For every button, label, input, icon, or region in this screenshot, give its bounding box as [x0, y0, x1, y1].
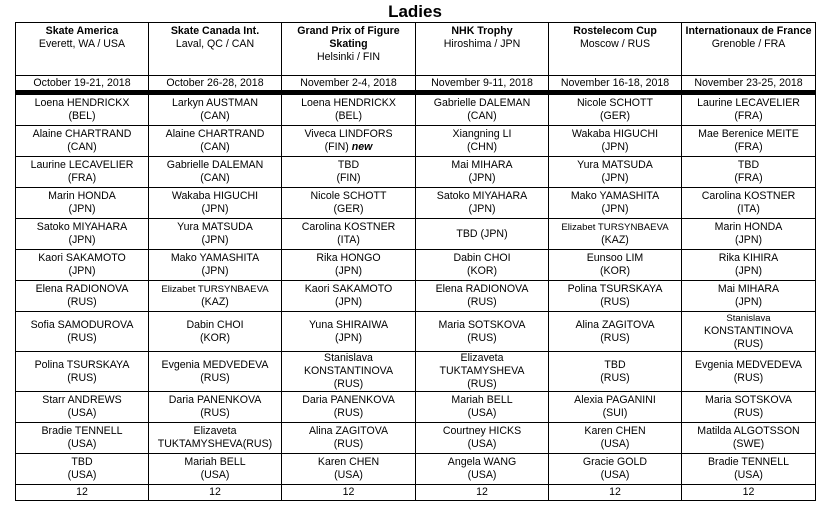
skater-nation: (RUS) [200, 371, 230, 384]
skater-cell [282, 454, 416, 485]
skater-nation: (RUS) [333, 407, 364, 419]
skater-row [16, 250, 816, 281]
skater-nation: (JPN) [334, 296, 363, 308]
event-header [549, 23, 682, 76]
skater-name: Carolina KOSTNER [701, 190, 796, 202]
skater-cell [549, 188, 682, 219]
skater-cell [149, 454, 282, 485]
skater-nation: (JPN) [201, 265, 229, 277]
skater-name: Laurine LECAVELIER [30, 159, 134, 171]
skater-cell [682, 423, 816, 454]
skater-cell [549, 454, 682, 485]
entry-count: 12 [282, 485, 416, 501]
skater-name: Mae Berenice MEITE [698, 128, 799, 140]
skater-row [16, 423, 816, 454]
skater-nation: (JPN) [201, 234, 229, 246]
skater-nation: (JPN) [734, 234, 763, 246]
skater-nation: (FRA) [734, 141, 763, 153]
skater-row [16, 95, 816, 126]
skater-name: Daria PANENKOVA [168, 394, 262, 406]
skater-row [16, 188, 816, 219]
skater-cell [682, 219, 816, 250]
skater-cell [416, 157, 549, 188]
skater-nation: (KOR) [599, 265, 630, 277]
skater-nation: TUKTAMYSHEVA(RUS) [157, 438, 273, 450]
skater-name: Satoko MIYAHARA [36, 221, 128, 233]
new-tag: new [351, 141, 373, 153]
schedule-table [15, 22, 816, 501]
skater-nation: (FIN) [324, 141, 349, 153]
event-location: Moscow / RUS [579, 38, 651, 50]
skater-name: Kaori SAKAMOTO [304, 283, 393, 295]
entry-count: 12 [682, 485, 816, 501]
event-name: Grand Prix of Figure Skating [297, 25, 400, 50]
event-name: Rostelecom Cup [573, 25, 657, 37]
skater-nation: (RUS) [600, 331, 630, 344]
skater-name: Angela WANG [447, 456, 517, 468]
skater-cell [682, 157, 816, 188]
skater-cell [149, 352, 282, 392]
skater-nation: (USA) [200, 469, 230, 481]
skater-nation: (CHN) [466, 141, 497, 153]
skater-cell [416, 312, 549, 352]
skater-name: Xiangning LI [452, 128, 512, 140]
skater-cell [549, 95, 682, 126]
skater-name: Elizabet TURSYNBAEVA [161, 284, 269, 295]
skater-name: Loena HENDRICKX [301, 97, 396, 109]
skater-cell [149, 219, 282, 250]
skater-last-name: KONSTANTINOVA [703, 325, 794, 337]
skater-nation: (CAN) [200, 141, 230, 153]
skater-nation: (JPN) [601, 172, 629, 184]
skater-name: Karen CHEN [584, 425, 646, 437]
skater-cell [682, 312, 816, 352]
count-row [16, 485, 816, 501]
skater-name: Dabin CHOI [453, 252, 511, 264]
skater-name: TBD (JPN) [456, 227, 508, 240]
skater-nation: (JPN) [201, 203, 229, 215]
skater-name: Bradie TENNELL [41, 425, 123, 437]
skater-name: Evgenia MEDVEDEVA [695, 358, 802, 371]
event-dates: November 9-11, 2018 [416, 76, 549, 91]
skater-row [16, 312, 816, 352]
event-name: Skate Canada Int. [170, 25, 260, 37]
skater-nation: (SUI) [602, 407, 628, 419]
skater-name: Laurine LECAVELIER [697, 97, 800, 109]
event-dates: November 2-4, 2018 [282, 76, 416, 91]
skater-nation: (RUS) [733, 338, 764, 350]
skater-cell [149, 250, 282, 281]
skater-cell [416, 281, 549, 312]
entry-count: 12 [416, 485, 549, 501]
skater-nation: (JPN) [468, 203, 496, 215]
skater-cell [549, 250, 682, 281]
skater-name: Marin HONDA [48, 190, 116, 202]
skater-nation: (BEL) [334, 110, 363, 122]
skater-nation: (KAZ) [601, 234, 629, 246]
skater-cell [16, 312, 149, 352]
entry-count: 12 [149, 485, 282, 501]
skater-cell [682, 392, 816, 423]
skater-row [16, 219, 816, 250]
skater-name: Yura MATSUDA [177, 221, 253, 233]
skater-name: Carolina KOSTNER [301, 221, 396, 233]
skater-name: Polina TSURSKAYA [34, 358, 130, 371]
skater-last-name: KONSTANTINOVA [303, 365, 394, 377]
skater-name: Maria SOTSKOVA [705, 394, 792, 406]
skater-name: Marin HONDA [714, 221, 783, 233]
event-location: Everett, WA / USA [38, 38, 126, 50]
skater-cell [149, 312, 282, 352]
skater-name: Wakaba HIGUCHI [571, 128, 659, 140]
event-dates: November 16-18, 2018 [549, 76, 682, 91]
skater-name: Mai MIHARA [451, 159, 513, 171]
skater-cell [16, 281, 149, 312]
skater-nation: (USA) [600, 469, 630, 481]
skater-cell [282, 219, 416, 250]
skater-cell [149, 126, 282, 157]
skater-name: Alina ZAGITOVA [308, 425, 389, 437]
skater-nation: (FRA) [734, 110, 763, 122]
event-header [416, 23, 549, 76]
skater-name: Alaine CHARTRAND [32, 128, 132, 140]
skater-row [16, 126, 816, 157]
event-header [682, 23, 816, 76]
skater-nation: (JPN) [734, 265, 763, 277]
skater-name: Eunsoo LIM [586, 252, 644, 264]
event-dates-row [16, 76, 816, 91]
skater-name: Sofia SAMODUROVA [30, 318, 134, 331]
skater-nation: (USA) [67, 469, 97, 481]
skater-cell [416, 454, 549, 485]
event-header [16, 23, 149, 76]
skater-cell [549, 126, 682, 157]
skater-cell [282, 312, 416, 352]
skater-name: TBD [71, 456, 93, 468]
skater-nation: (CAN) [467, 110, 497, 122]
page-title: Ladies [388, 2, 442, 21]
skater-nation: (KOR) [466, 265, 497, 277]
skater-nation: (JPN) [334, 265, 363, 277]
skater-nation: (ITA) [337, 234, 360, 246]
skater-cell [549, 157, 682, 188]
skater-cell [549, 219, 682, 250]
skater-name: Yura MATSUDA [577, 159, 653, 171]
skater-nation: (RUS) [600, 296, 630, 308]
skater-name: Satoko MIYAHARA [436, 190, 528, 202]
skater-cell [549, 312, 682, 352]
skater-name: Mako YAMASHITA [570, 190, 660, 202]
skater-name: Dabin CHOI [186, 318, 244, 331]
skater-row [16, 281, 816, 312]
skater-name: Polina TSURSKAYA [567, 283, 663, 295]
event-location: Hiroshima / JPN [443, 38, 521, 50]
skater-nation: (JPN) [468, 172, 496, 184]
skater-name: Elizabet TURSYNBAEVA [561, 222, 669, 233]
skater-nation: (ITA) [737, 203, 760, 215]
skater-row [16, 392, 816, 423]
skater-nation: (JPN) [68, 265, 96, 277]
skater-first-name: Stanislava [726, 313, 771, 324]
skater-nation: (RUS) [467, 296, 497, 308]
event-location: Laval, QC / CAN [175, 38, 255, 50]
event-name: Skate America [45, 25, 119, 37]
event-dates: November 23-25, 2018 [682, 76, 816, 91]
skater-nation: (JPN) [68, 234, 96, 246]
skater-nation: (JPN) [68, 203, 96, 215]
skater-nation: (RUS) [67, 296, 97, 308]
skater-cell [282, 95, 416, 126]
skater-nation: (USA) [334, 469, 363, 481]
skater-nation: (JPN) [601, 141, 629, 153]
skater-cell [282, 157, 416, 188]
skater-name: Rika HONGO [316, 252, 381, 264]
skater-name: Mako YAMASHITA [170, 252, 260, 264]
skater-cell [682, 352, 816, 392]
skater-cell [282, 352, 416, 392]
skater-nation: (RUS) [733, 407, 764, 419]
event-location: Helsinki / FIN [317, 51, 380, 63]
event-header-row [16, 23, 816, 76]
skater-name: Elizaveta [193, 425, 237, 437]
skater-name: Daria PANENKOVA [302, 394, 395, 406]
skater-cell [16, 250, 149, 281]
skater-name: Gracie GOLD [582, 456, 648, 468]
event-header [149, 23, 282, 76]
skater-cell [16, 454, 149, 485]
skater-nation: (FRA) [67, 172, 97, 184]
skater-cell [682, 188, 816, 219]
skater-nation: (FRA) [734, 172, 763, 184]
skater-cell [16, 126, 149, 157]
skater-cell [16, 95, 149, 126]
skater-name: Maria SOTSKOVA [438, 318, 526, 331]
skater-name: Gabrielle DALEMAN [433, 97, 531, 109]
skater-name: Kaori SAKAMOTO [38, 252, 126, 264]
skater-name: Wakaba HIGUCHI [171, 190, 259, 202]
skater-nation: (USA) [467, 438, 497, 450]
skater-nation: (RUS) [467, 331, 497, 344]
skater-cell [416, 250, 549, 281]
skater-cell [149, 157, 282, 188]
skater-name: Alina ZAGITOVA [575, 318, 655, 331]
skater-cell [682, 126, 816, 157]
skater-nation: (USA) [600, 438, 630, 450]
skater-name: Gabrielle DALEMAN [166, 159, 264, 171]
skater-nation: (RUS) [67, 371, 97, 384]
event-location: Grenoble / FRA [711, 38, 786, 50]
skater-nation: (BEL) [68, 110, 96, 122]
skater-nation: (CAN) [67, 141, 97, 153]
skater-cell [16, 423, 149, 454]
entry-count: 12 [549, 485, 682, 501]
skater-nation: (CAN) [200, 110, 230, 122]
skater-cell [16, 219, 149, 250]
skater-name: Evgenia MEDVEDEVA [161, 358, 269, 371]
skater-nation: (GER) [599, 110, 630, 122]
skater-name: Elena RADIONOVA [435, 283, 529, 295]
skater-nation: (FIN) [336, 172, 361, 184]
skater-cell [416, 352, 549, 392]
skater-cell [416, 392, 549, 423]
skater-row [16, 352, 816, 392]
skater-cell [16, 157, 149, 188]
skater-nation: (USA) [467, 407, 497, 419]
skater-cell [549, 281, 682, 312]
skater-first-name: Elizaveta [460, 352, 504, 364]
skater-last-name: TUKTAMYSHEVA [439, 365, 525, 377]
skater-cell [149, 188, 282, 219]
skater-cell [282, 392, 416, 423]
skater-cell [16, 188, 149, 219]
skater-name: TBD [737, 159, 760, 171]
skater-nation: (USA) [67, 438, 97, 450]
skater-nation: (JPN) [601, 203, 629, 215]
skater-name: Elena RADIONOVA [35, 283, 129, 295]
skater-cell [16, 352, 149, 392]
skater-nation: (SWE) [732, 438, 765, 450]
skater-name: Larkyn AUSTMAN [172, 97, 258, 109]
event-name: NHK Trophy [451, 25, 513, 37]
event-dates: October 26-28, 2018 [149, 76, 282, 91]
skater-name: Loena HENDRICKX [34, 97, 130, 109]
skater-name: Alaine CHARTRAND [165, 128, 265, 140]
skater-nation: (USA) [67, 407, 97, 419]
skater-cell [282, 281, 416, 312]
event-dates: October 19-21, 2018 [16, 76, 149, 91]
skater-name: Viveca LINDFORS [304, 128, 393, 140]
skater-name: Yuna SHIRAIWA [308, 318, 389, 331]
skater-name: Starr ANDREWS [42, 394, 122, 406]
skater-cell [416, 188, 549, 219]
skater-name: Alexia PAGANINI [574, 394, 656, 406]
skater-name: Nicole SCHOTT [577, 97, 653, 109]
skater-nation: (KAZ) [201, 296, 229, 308]
skater-name: Rika KIHIRA [718, 252, 779, 264]
skater-name: Bradie TENNELL [707, 456, 790, 468]
skater-name: Courtney HICKS [442, 425, 522, 437]
skater-cell [682, 250, 816, 281]
skater-cell [282, 126, 416, 157]
skater-cell [682, 454, 816, 485]
skater-nation: (RUS) [600, 371, 630, 384]
skater-name: Mariah BELL [184, 456, 246, 468]
skater-cell [282, 250, 416, 281]
skater-nation: (JPN) [734, 296, 763, 308]
event-name: Internationaux de France [685, 25, 812, 37]
skater-nation: (USA) [734, 469, 763, 481]
skater-name: Nicole SCHOTT [310, 190, 387, 202]
skater-cell [549, 352, 682, 392]
skater-name: TBD [337, 159, 360, 171]
skater-nation: (GER) [333, 203, 364, 215]
skater-name: Matilda ALGOTSSON [697, 425, 800, 437]
skater-cell [416, 423, 549, 454]
skater-row [16, 157, 816, 188]
skater-cell [16, 392, 149, 423]
skater-name: Mai MIHARA [717, 283, 780, 295]
skater-nation: (RUS) [333, 378, 364, 390]
skater-nation: (KOR) [199, 331, 230, 344]
skater-cell [416, 95, 549, 126]
skater-nation: (RUS) [733, 371, 764, 384]
skater-cell [549, 392, 682, 423]
skater-cell [149, 281, 282, 312]
skater-cell [282, 423, 416, 454]
skater-name: Mariah BELL [451, 394, 513, 406]
skater-cell [282, 188, 416, 219]
skater-cell [416, 126, 549, 157]
skater-cell [149, 392, 282, 423]
skater-cell [149, 95, 282, 126]
skater-nation: (CAN) [200, 172, 230, 184]
skater-nation: (JPN) [334, 331, 363, 344]
skater-nation: (USA) [467, 469, 497, 481]
event-header [282, 23, 416, 76]
skater-name: Karen CHEN [317, 456, 380, 468]
skater-cell [682, 281, 816, 312]
entry-count: 12 [16, 485, 149, 501]
skater-nation: (RUS) [467, 378, 497, 390]
skater-nation: (RUS) [333, 438, 364, 450]
skater-cell [416, 219, 549, 250]
skater-name: TBD [604, 358, 626, 371]
skater-nation: (RUS) [200, 407, 230, 419]
skater-cell [682, 95, 816, 126]
skater-cell [549, 423, 682, 454]
skater-row [16, 454, 816, 485]
skater-nation: (RUS) [67, 331, 97, 344]
skater-cell [149, 423, 282, 454]
skater-first-name: Stanislava [324, 352, 373, 364]
